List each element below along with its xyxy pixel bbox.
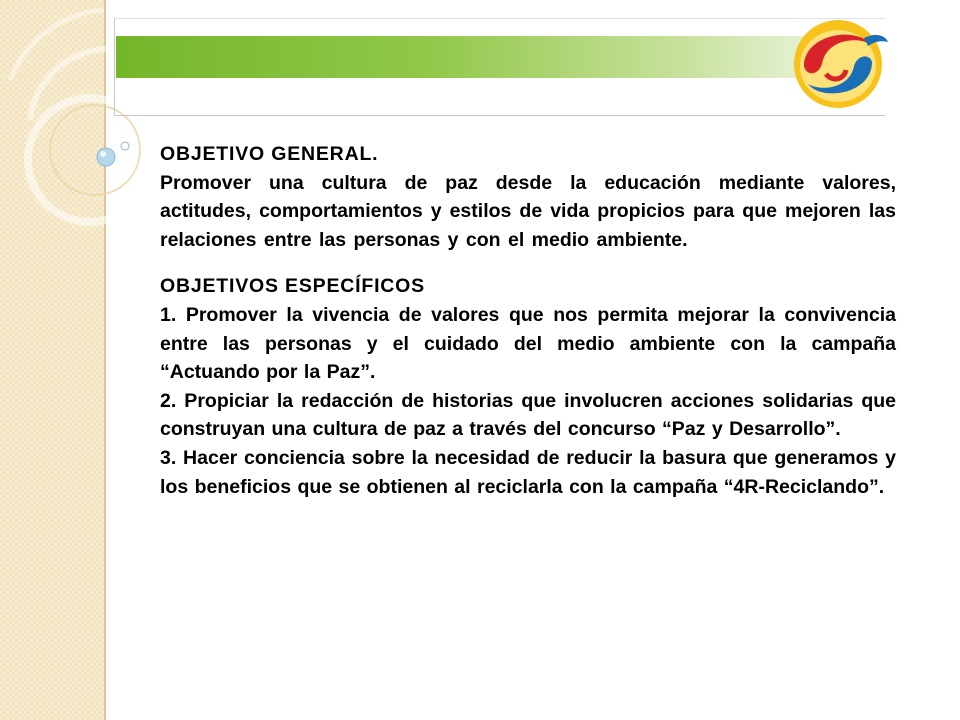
- item-number: 3: [160, 446, 171, 469]
- item-number: 1: [160, 303, 171, 326]
- general-objective-text: Promover una cultura de paz desde la educación mediante valores, actitudes, comportamientos y estilos de vida propicios para que mejoren las relaciones entre las personas y con el medio ambiente.: [160, 171, 896, 251]
- item-text: . Propiciar la redacción de historias que involucren acciones solidarias que construyan una cultura de paz a través del concurso “Paz y Desarrollo”.: [160, 389, 896, 441]
- logo-icon: [786, 14, 890, 114]
- specific-objective-item: [160, 444, 896, 501]
- specific-objectives-heading: OBJETIVOS ESPECÍFICOS: [160, 275, 425, 298]
- content-block: [160, 140, 896, 501]
- specific-objective-item: [160, 387, 896, 444]
- specific-objective-item: [160, 301, 896, 387]
- general-objective-heading: OBJETIVO GENERAL.: [160, 143, 379, 165]
- item-text: . Promover la vivencia de valores que nos permita mejorar la convivencia entre las personas y el cuidado del medio ambiente con la campaña “Actuando por la Paz”.: [160, 303, 896, 384]
- header-green-bar: [116, 36, 816, 78]
- item-text: . Hacer conciencia sobre la necesidad de reducir la basura que generamos y los beneficios que se obtienen al reciclarla con la campaña “4R-Reciclando”.: [160, 446, 896, 498]
- item-number: 2: [160, 389, 171, 412]
